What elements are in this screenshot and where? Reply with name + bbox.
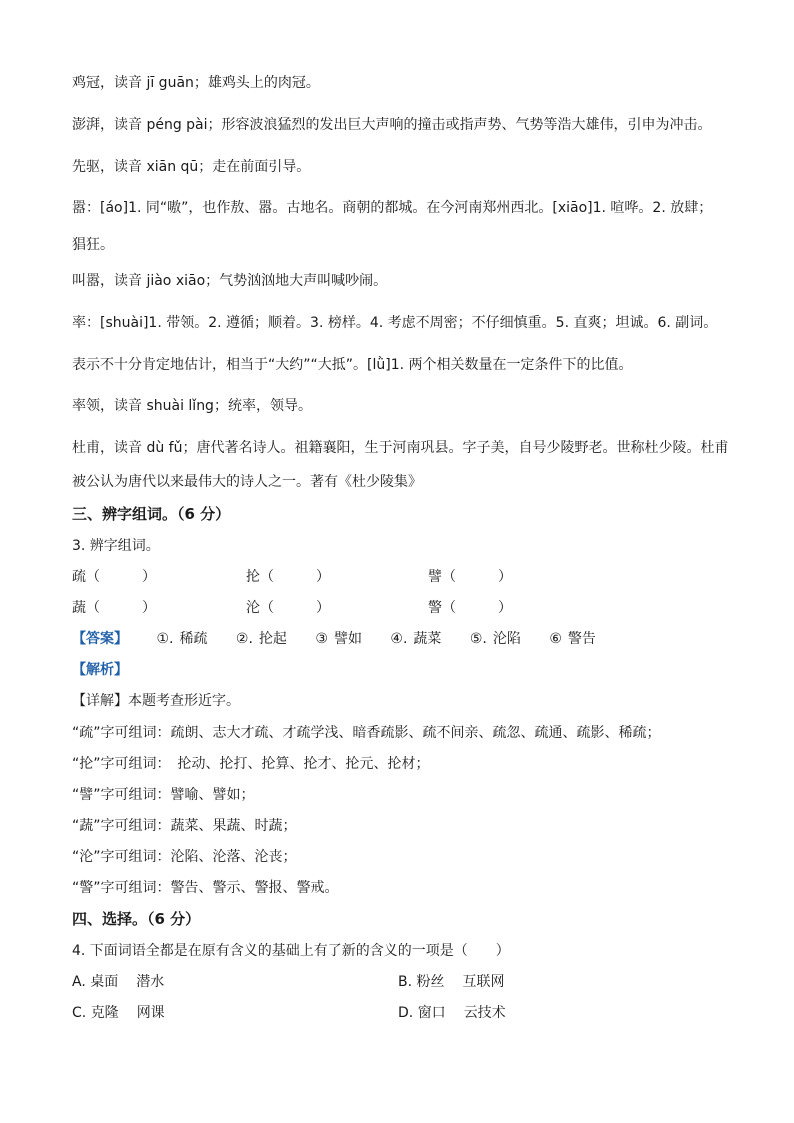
option-d: D. 窗口 云技术	[398, 1005, 506, 1021]
option-c: C. 克隆 网课	[72, 1005, 165, 1021]
explain-line: “抡”字可组词： 抡动、抡打、抡算、抡才、抡元、抡材；	[72, 756, 430, 772]
question-text: 4. 下面词语全都是在原有含义的基础上有了新的含义的一项是（ ）	[72, 943, 510, 959]
blank-item: 疏（ ）	[72, 569, 156, 585]
detail-text: 【详解】本题考查形近字。	[72, 693, 240, 709]
explain-line: “警”字可组词：警告、警示、警报、警戒。	[72, 880, 339, 896]
explain-line: “疏”字可组词：疏朗、志大才疏、才疏学浅、暗香疏影、疏不间亲、疏忽、疏通、疏影、稀疏；	[72, 725, 661, 741]
answer-item: ①. 稀疏	[156, 631, 208, 647]
blank-item: 抡（ ）	[246, 569, 330, 585]
option-a: A. 桌面 潜水	[72, 974, 165, 990]
explain-line: “沦”字可组词：沦陷、沦落、沦丧；	[72, 849, 297, 865]
blank-item: 譬（ ）	[428, 569, 512, 585]
blank-item: 警（ ）	[428, 600, 512, 616]
answer-item: ④. 蔬菜	[390, 631, 442, 647]
explain-line: “譬”字可组词：譬喻、譬如；	[72, 787, 255, 803]
blank-item: 蔬（ ）	[72, 600, 156, 616]
def-line: 鸡冠，读音 jī guān；雄鸡头上的肉冠。	[72, 75, 320, 91]
blank-item: 沦（ ）	[246, 600, 330, 616]
answer-item: ③ 譬如	[315, 631, 362, 647]
def-line: 澎湃，读音 péng pài；形容波浪猛烈的发出巨大声响的撞击或指声势、气势等浩大雄伟，引申为冲击。	[72, 117, 712, 133]
def-line: 先驱，读音 xiān qū；走在前面引导。	[72, 159, 311, 175]
def-line: 杜甫，读音 dù fǔ；唐代著名诗人。祖籍襄阳，生于河南巩县。字子美，自号少陵野老。世称杜少陵。杜甫	[72, 440, 729, 456]
analysis-label: 【解析】	[72, 662, 128, 678]
answer-row	[72, 630, 620, 648]
answer-item: ②. 抡起	[235, 631, 287, 647]
section-heading: 三、辨字组词。（6 分）	[72, 505, 231, 523]
def-line: 率领，读音 shuài lǐng；统率，领导。	[72, 398, 312, 414]
section-heading: 四、选择。（6 分）	[72, 910, 201, 928]
def-line: 表示不十分肯定地估计，相当于“大约”“大抵”。[lǜ]1. 两个相关数量在一定条件下的比值。	[72, 357, 633, 373]
answer-label: 【答案】	[72, 631, 128, 647]
def-line: 被公认为唐代以来最伟大的诗人之一。著有《杜少陵集》	[72, 474, 422, 490]
def-line: 猖狂。	[72, 237, 114, 253]
question-text: 3. 辨字组词。	[72, 538, 160, 554]
def-line: 嚣：[áo]1. 同“嗷”，也作敖、嚣。古地名。商朝的都城。在今河南郑州西北。[xiāo]1. 喧哗。2. 放肆；	[72, 200, 713, 216]
def-line: 叫嚣，读音 jiào xiāo；气势汹汹地大声叫喊吵闹。	[72, 273, 388, 289]
answer-item: ⑤. 沦陷	[469, 631, 521, 647]
option-b: B. 粉丝 互联网	[398, 974, 505, 990]
answer-item: ⑥ 警告	[549, 631, 596, 647]
def-line: 率：[shuài]1. 带领。2. 遵循；顺着。3. 榜样。4. 考虑不周密；不仔细慎重。5. 直爽；坦诚。6. 副词。	[72, 315, 718, 331]
explain-line: “蔬”字可组词：蔬菜、果蔬、时蔬；	[72, 818, 297, 834]
